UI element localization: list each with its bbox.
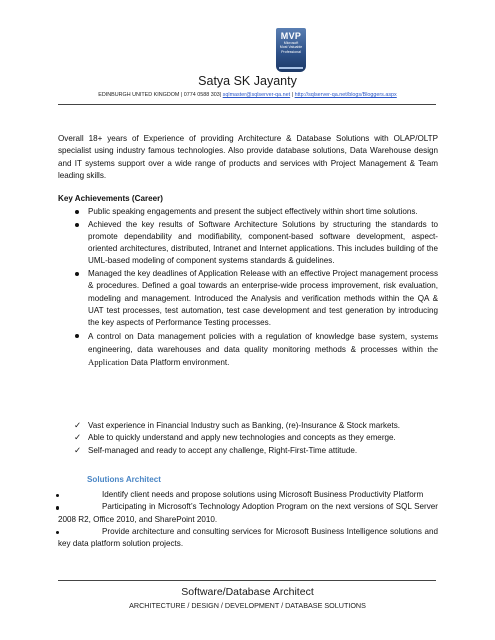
footer-title: Software/Database Architect (181, 586, 314, 598)
role-list (58, 489, 438, 550)
list-item (58, 330, 438, 370)
badge-ribbon (279, 67, 303, 69)
mvp-badge-icon (276, 28, 306, 72)
highlight-text: Able to quickly understand and apply new technologies and concepts as they emerge. (88, 433, 396, 443)
check-mark-icon: ✓ (74, 445, 82, 456)
badge-line-3: Professional (281, 49, 301, 54)
footer-divider (58, 580, 436, 581)
list-item: Public speaking engagements and present the subject effectively within short time solutions. (58, 206, 438, 218)
badge-line-1: Microsoft (283, 41, 299, 45)
list-item (58, 489, 438, 501)
role-text: Identify client needs and propose solutions using Microsoft Business Productivity Platform (102, 490, 424, 499)
achievements-list (58, 206, 438, 370)
list-item: Achieved the key results of Software Architecture Solutions by structuring the standards to promote dependability and modifiability, component-based software development, aspect-oriented architectures, distributed, Intranet and Internet applications. This includes building of the UML-based modeling of component systems standards & guidelines. (58, 219, 438, 268)
contact-separator: | (290, 92, 295, 98)
list-item (58, 501, 438, 526)
item-text-serif: the Application (88, 344, 438, 368)
role-text: Provide architecture and consulting services for Microsoft Business Intelligence solutions and key data platform solution projects. (58, 526, 438, 549)
footer-subtitle: ARCHITECTURE / DESIGN / DEVELOPMENT / DATABASE SOLUTIONS (129, 601, 366, 610)
item-text: Data Platform environment. (128, 358, 230, 368)
bullet-icon (56, 506, 59, 509)
summary-paragraph: Overall 18+ years of Experience of providing Architecture & Database Solutions with OLAP/OLTP specialist using industry famous technologies. Also provide database solutions, Data Warehouse design and IT systems support over a wide range of products and services with Project Management & Team leading skills. (58, 134, 438, 180)
highlights-list (58, 420, 438, 457)
candidate-name: Satya SK Jayanty (198, 74, 297, 88)
role-heading: Solutions Architect (87, 475, 161, 484)
email-link[interactable]: sqlmaster@sqlserver-qa.net (222, 92, 291, 98)
item-text: engineering, data warehouses and data quality monitoring methods & processes within (88, 345, 428, 355)
highlight-text: Vast experience in Financial Industry such as Banking, (re)-Insurance & Stock markets. (88, 421, 401, 430)
badge-title: MVP (280, 31, 302, 41)
list-item: Managed the key deadlines of Application Release with an effective Project management process & procedures. Defined a goal towards an enterprise-wide process improvement, risk evaluation, modeling and management. Introduced the Analysis and verification methods within the QA & UAT test processes, test automation, test case development and test generation by introducing the key aspects of Performance Testing processes. (58, 268, 438, 329)
list-item (58, 445, 438, 457)
check-mark-icon: ✓ (74, 433, 82, 444)
role-text: Participating in Microsoft’s Technology Adoption Program on the next versions of SQL Server 2008 R2, Office 2010, and SharePoint 2010. (58, 502, 438, 524)
list-item (58, 526, 438, 551)
highlight-text: Self-managed and ready to accept any challenge, Right-First-Time attitude. (88, 445, 358, 455)
bullet-icon (56, 494, 59, 497)
item-text: A control on Data management policies with a regulation of knowledge base system, (88, 331, 411, 341)
header-divider (58, 104, 436, 105)
blog-link[interactable]: http://sqlserver-qa.net/blogs/Bloggers.aspx (294, 92, 397, 98)
check-mark-icon: ✓ (74, 421, 82, 431)
bullet-icon (56, 531, 59, 534)
achievements-heading: Key Achievements (Career) (58, 194, 163, 203)
badge-line-2: Most Valuable (279, 45, 303, 50)
location-phone: EDINBURGH UNITED KINGDOM | 0774 0588 303| (98, 92, 222, 98)
contact-line (0, 92, 495, 98)
list-item (58, 420, 438, 432)
list-item (58, 432, 438, 444)
item-text-serif: systems (410, 330, 438, 341)
